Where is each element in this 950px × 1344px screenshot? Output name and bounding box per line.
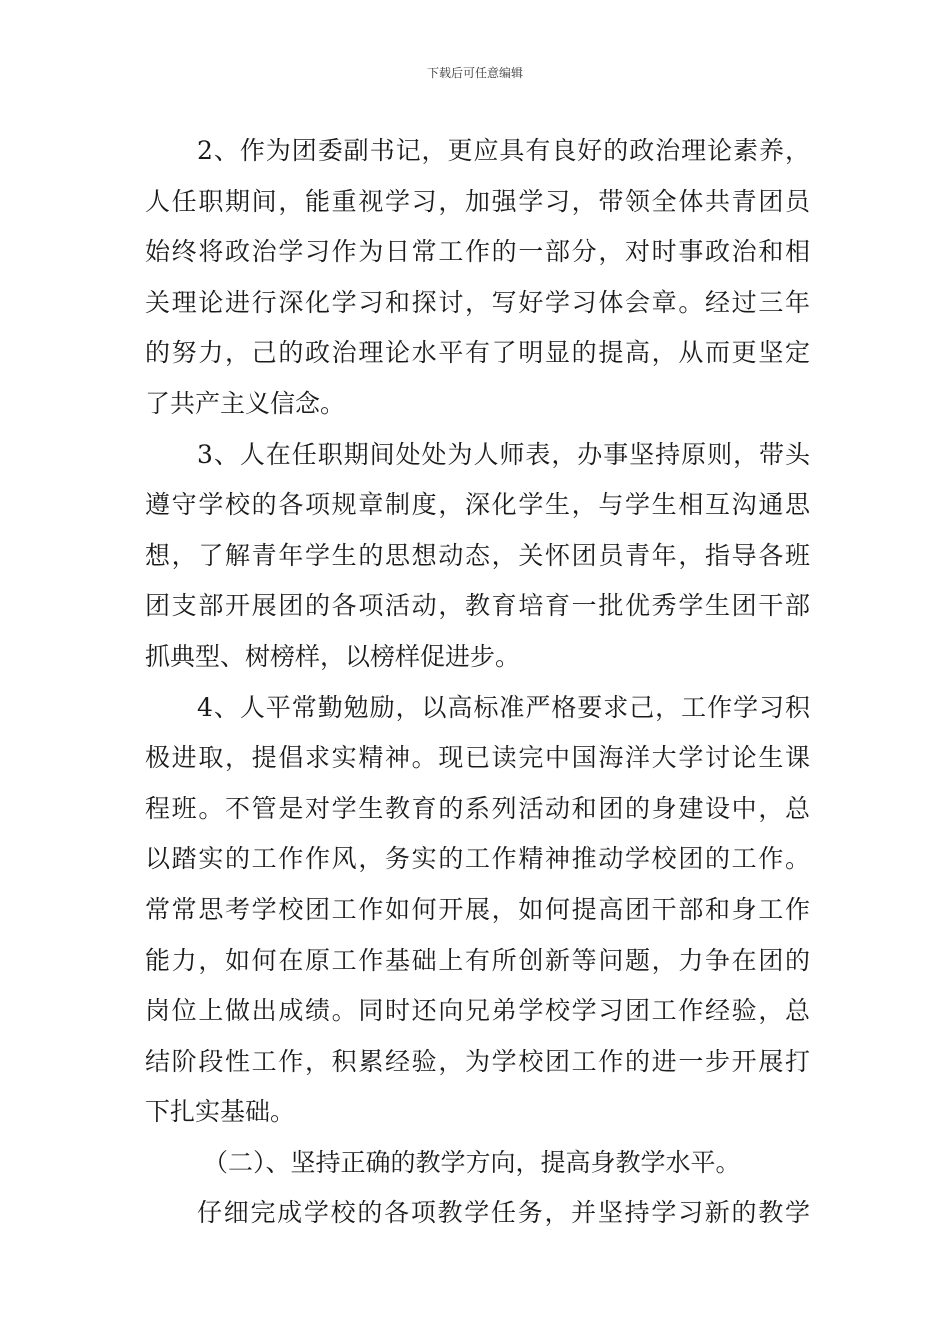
text-line: （二）、坚持正确的教学方向，提高身教学水平。 bbox=[203, 1147, 741, 1177]
text-line: 了共产主义信念。 bbox=[145, 388, 346, 418]
text-line: 的努力，己的政治理论水平有了明显的提高，从而更坚定 bbox=[145, 338, 810, 368]
text-line: 结阶段性工作，积累经验，为学校团工作的进一步开展打 bbox=[145, 1046, 810, 1076]
text-line: 人任职期间，能重视学习，加强学习，带领全体共青团员 bbox=[145, 186, 810, 216]
text-line: 4、人平常勤勉励，以高标准严格要求己，工作学习积 bbox=[197, 692, 810, 722]
text-line: 关理论进行深化学习和探讨，写好学习体会章。经过三年 bbox=[145, 287, 810, 317]
document-body bbox=[145, 126, 810, 1239]
section-heading bbox=[145, 1138, 810, 1189]
paragraph bbox=[145, 683, 810, 1138]
text-line: 程班。不管是对学生教育的系列活动和团的身建设中，总 bbox=[145, 793, 810, 823]
text-line: 遵守学校的各项规章制度，深化学生，与学生相互沟通思 bbox=[145, 490, 810, 520]
text-line: 想，了解青年学生的思想动态，关怀团员青年，指导各班 bbox=[145, 540, 810, 570]
text-line: 抓典型、树榜样，以榜样促进步。 bbox=[145, 641, 521, 671]
text-line: 常常思考学校团工作如何开展，如何提高团干部和身工作 bbox=[145, 894, 810, 924]
text-line: 能力，如何在原工作基础上有所创新等问题，力争在团的 bbox=[145, 945, 810, 975]
text-line: 下扎实基础。 bbox=[145, 1097, 296, 1127]
text-line: 团支部开展团的各项活动，教育培育一批优秀学生团干部 bbox=[145, 591, 810, 621]
text-line: 仔细完成学校的各项教学任务，并坚持学习新的教学 bbox=[197, 1198, 810, 1228]
text-line: 始终将政治学习作为日常工作的一部分，对时事政治和相 bbox=[145, 237, 810, 267]
text-line: 以踏实的工作作风，务实的工作精神推动学校团的工作。 bbox=[145, 844, 810, 874]
paragraph bbox=[145, 430, 810, 683]
text-line: 岗位上做出成绩。同时还向兄弟学校学习团工作经验，总 bbox=[145, 996, 810, 1026]
text-line: 极进取，提倡求实精神。现已读完中国海洋大学讨论生课 bbox=[145, 743, 810, 773]
page-header: 下载后可任意编辑 bbox=[426, 66, 523, 80]
paragraph bbox=[145, 126, 810, 430]
paragraph bbox=[145, 1188, 810, 1239]
text-line: 3、人在任职期间处处为人师表，办事坚持原则，带头 bbox=[197, 439, 810, 469]
text-line: 2、作为团委副书记，更应具有良好的政治理论素养， bbox=[197, 136, 810, 165]
